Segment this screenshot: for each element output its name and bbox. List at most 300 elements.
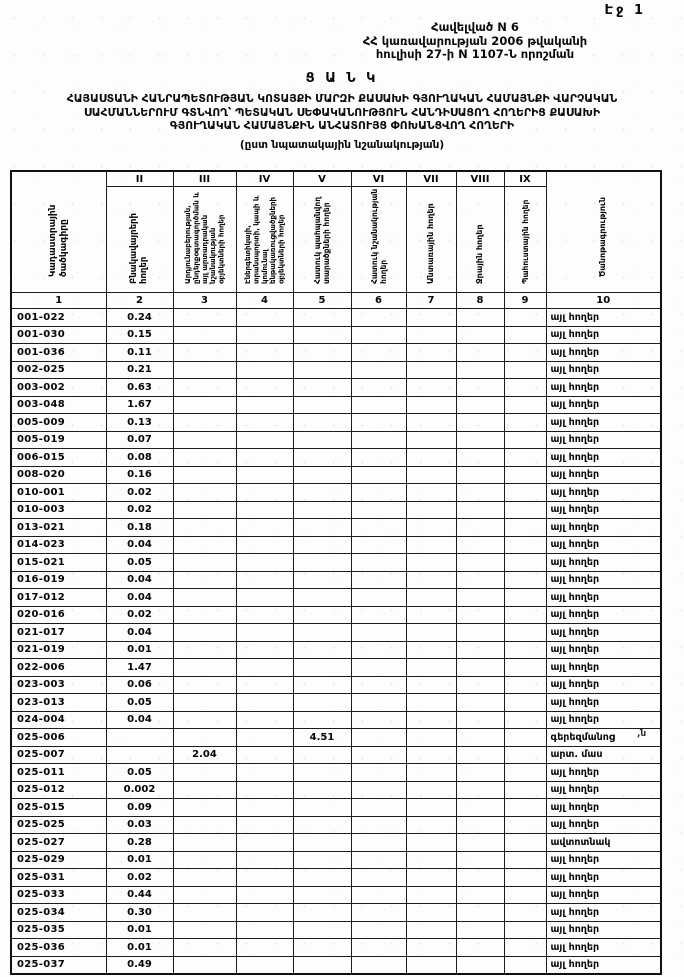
area-value-cell [173, 921, 236, 939]
table-row [11, 641, 661, 659]
note-cell: այլ հողեր [546, 554, 661, 572]
note-cell: այլ հողեր [546, 921, 661, 939]
land-transfer-table [10, 170, 662, 975]
area-value-cell: 0.21 [106, 361, 173, 379]
table-row [11, 869, 661, 887]
note-cell: այլ հողեր [546, 869, 661, 887]
area-value-cell [504, 536, 546, 554]
area-value-cell [293, 781, 351, 799]
area-value-cell [351, 361, 406, 379]
area-value-cell [173, 711, 236, 729]
area-value-cell [236, 659, 293, 677]
area-value-cell: 0.49 [106, 956, 173, 974]
area-value-cell [236, 536, 293, 554]
area-value-cell [293, 799, 351, 817]
area-value-cell [504, 466, 546, 484]
area-value-cell [173, 466, 236, 484]
area-value-cell [293, 396, 351, 414]
area-value-cell: 0.04 [106, 624, 173, 642]
cadastral-code-cell: 010-003 [11, 501, 106, 519]
area-value-cell [504, 956, 546, 974]
roman-numeral: V [293, 171, 351, 187]
area-value-cell [351, 571, 406, 589]
area-value-cell [173, 729, 236, 747]
area-value-cell [504, 939, 546, 957]
area-value-cell [236, 309, 293, 327]
area-value-cell [173, 834, 236, 852]
area-value-cell [456, 799, 504, 817]
area-value-cell [351, 956, 406, 974]
area-value-cell [504, 851, 546, 869]
area-value-cell [504, 344, 546, 362]
cadastral-code-cell: 025-015 [11, 799, 106, 817]
cadastral-code-cell: 014-023 [11, 536, 106, 554]
column-number: 4 [236, 293, 293, 309]
area-value-cell [504, 624, 546, 642]
header-reserve-lands-label: Պահուստային հողեր [520, 199, 530, 284]
area-value-cell [406, 746, 456, 764]
area-value-cell [293, 309, 351, 327]
cadastral-code-cell: 002-025 [11, 361, 106, 379]
note-cell: այլ հողեր [546, 519, 661, 537]
note-cell: այլ հողեր [546, 694, 661, 712]
area-value-cell [456, 781, 504, 799]
column-number: 7 [406, 293, 456, 309]
area-value-cell: 0.05 [106, 694, 173, 712]
note-cell: այլ հողեր [546, 501, 661, 519]
area-value-cell: 0.02 [106, 606, 173, 624]
area-value-cell [504, 694, 546, 712]
table-row [11, 536, 661, 554]
area-value-cell [236, 904, 293, 922]
table-row [11, 309, 661, 327]
cadastral-code-cell: 001-022 [11, 309, 106, 327]
area-value-cell [504, 414, 546, 432]
area-value-cell [351, 431, 406, 449]
area-value-cell [504, 309, 546, 327]
area-value-cell [406, 501, 456, 519]
area-value-cell [236, 606, 293, 624]
area-value-cell [406, 676, 456, 694]
area-value-cell [351, 851, 406, 869]
note-cell: այլ հողեր [546, 466, 661, 484]
cadastral-code-cell: 023-013 [11, 694, 106, 712]
table-row [11, 781, 661, 799]
area-value-cell [351, 624, 406, 642]
area-value-cell [173, 606, 236, 624]
area-value-cell [236, 921, 293, 939]
area-value-cell [351, 729, 406, 747]
area-value-cell [351, 746, 406, 764]
document-title: Ց Ա Ն Կ [305, 71, 379, 86]
area-value-cell [173, 799, 236, 817]
note-cell: այլ հողեր [546, 904, 661, 922]
column-number: 3 [173, 293, 236, 309]
area-value-cell [456, 956, 504, 974]
area-value-cell: 0.04 [106, 536, 173, 554]
area-value-cell: 1.47 [106, 659, 173, 677]
area-value-cell [504, 501, 546, 519]
area-value-cell [406, 326, 456, 344]
area-value-cell: 0.09 [106, 799, 173, 817]
area-value-cell [456, 606, 504, 624]
area-value-cell: 2.04 [173, 746, 236, 764]
cadastral-code-cell: 005-009 [11, 414, 106, 432]
area-value-cell [173, 624, 236, 642]
area-value-cell [504, 781, 546, 799]
cadastral-code-cell: 022-006 [11, 659, 106, 677]
area-value-cell [236, 641, 293, 659]
area-value-cell [456, 676, 504, 694]
area-value-cell [456, 764, 504, 782]
scan-artifact-mark: ,ն [637, 729, 647, 739]
area-value-cell [236, 781, 293, 799]
table-row [11, 624, 661, 642]
area-value-cell [236, 361, 293, 379]
area-value-cell [504, 711, 546, 729]
area-value-cell: 0.44 [106, 886, 173, 904]
area-value-cell [351, 309, 406, 327]
subtitle-line: ՀԱՅԱՍՏԱՆԻ ՀԱՆՐԱՊԵՏՈՒԹՅԱՆ ԿՈՏԱՅՔԻ ՄԱՐԶԻ ՔԱՍԱԽԻ ԳՅՈՒՂԱԿԱՆ ՀԱՄԱՅՆՔԻ ՎԱՐՉԱԿԱՆ [66, 92, 618, 105]
area-value-cell [351, 816, 406, 834]
header-cadastral-code [11, 171, 106, 293]
area-value-cell: 0.02 [106, 484, 173, 502]
area-value-cell [456, 361, 504, 379]
area-value-cell [173, 939, 236, 957]
area-value-cell: 0.18 [106, 519, 173, 537]
area-value-cell [293, 659, 351, 677]
area-value-cell [293, 869, 351, 887]
cadastral-code-cell: 001-036 [11, 344, 106, 362]
area-value-cell [351, 799, 406, 817]
column-number: 1 [11, 293, 106, 309]
note-cell: այլ հողեր [546, 606, 661, 624]
area-value-cell: 0.08 [106, 449, 173, 467]
area-value-cell [406, 361, 456, 379]
area-value-cell [456, 571, 504, 589]
area-value-cell [406, 694, 456, 712]
area-value-cell [173, 886, 236, 904]
area-value-cell [504, 904, 546, 922]
table-row [11, 904, 661, 922]
area-value-cell: 0.01 [106, 641, 173, 659]
area-value-cell: 0.16 [106, 466, 173, 484]
area-value-cell: 0.15 [106, 326, 173, 344]
table-row [11, 711, 661, 729]
area-value-cell [236, 501, 293, 519]
area-value-cell [406, 904, 456, 922]
area-value-cell [173, 694, 236, 712]
area-value-cell [173, 449, 236, 467]
area-value-cell [351, 554, 406, 572]
area-value-cell [351, 659, 406, 677]
area-value-cell [406, 624, 456, 642]
area-value-cell: 0.63 [106, 379, 173, 397]
area-value-cell [293, 851, 351, 869]
area-value-cell [504, 379, 546, 397]
area-value-cell: 0.11 [106, 344, 173, 362]
roman-numeral: VII [406, 171, 456, 187]
area-value-cell [351, 834, 406, 852]
area-value-cell [456, 729, 504, 747]
area-value-cell [406, 764, 456, 782]
area-value-cell: 0.24 [106, 309, 173, 327]
area-value-cell [173, 781, 236, 799]
area-value-cell [406, 606, 456, 624]
cadastral-code-cell: 021-019 [11, 641, 106, 659]
column-number: 10 [546, 293, 661, 309]
area-value-cell [351, 711, 406, 729]
table-row [11, 956, 661, 974]
note-cell: այլ հողեր [546, 536, 661, 554]
area-value-cell [406, 536, 456, 554]
cadastral-code-cell: 013-021 [11, 519, 106, 537]
area-value-cell [504, 764, 546, 782]
area-value-cell [173, 589, 236, 607]
area-value-cell [236, 624, 293, 642]
area-value-cell [236, 956, 293, 974]
cadastral-code-cell: 010-001 [11, 484, 106, 502]
note-cell: այլ հողեր [546, 396, 661, 414]
area-value-cell [236, 694, 293, 712]
cadastral-code-cell: 025-007 [11, 746, 106, 764]
subtitle-line: ԳՅՈՒՂԱԿԱՆ ՀԱՄԱՅՆՔԻՆ ԱՆՀԱՏՈՒՅՑ ՓՈԽԱՆՑՎՈՂ ՀՈՂԵՐԻ [169, 119, 515, 133]
area-value-cell [406, 554, 456, 572]
area-value-cell [293, 816, 351, 834]
area-value-cell [293, 414, 351, 432]
area-value-cell [293, 676, 351, 694]
area-value-cell [351, 939, 406, 957]
header-cadastral-code-label: Կադաստրային ծածկագիրը [47, 204, 69, 277]
area-value-cell [406, 484, 456, 502]
area-value-cell [236, 816, 293, 834]
area-value-cell [293, 694, 351, 712]
area-value-cell [456, 589, 504, 607]
area-value-cell [351, 449, 406, 467]
area-value-cell [236, 764, 293, 782]
area-value-cell [406, 641, 456, 659]
area-value-cell [351, 414, 406, 432]
purpose-note: (ըստ նպատակային նշանակության) [239, 139, 445, 151]
area-value-cell [236, 449, 293, 467]
cadastral-code-cell: 006-015 [11, 449, 106, 467]
note-cell: այլ հողեր [546, 571, 661, 589]
table-row [11, 746, 661, 764]
header-settlement-lands [106, 187, 173, 293]
area-value-cell [173, 326, 236, 344]
roman-numeral: VIII [456, 171, 504, 187]
appendix-line: Հավելված N 6 [431, 20, 519, 34]
area-value-cell [504, 799, 546, 817]
table-row [11, 834, 661, 852]
table-body [11, 309, 661, 975]
area-value-cell [236, 484, 293, 502]
area-value-cell [351, 484, 406, 502]
area-value-cell [456, 484, 504, 502]
area-value-cell [236, 554, 293, 572]
area-value-cell [293, 904, 351, 922]
area-value-cell [351, 519, 406, 537]
note-cell: այլ հողեր [546, 781, 661, 799]
area-value-cell [456, 834, 504, 852]
appendix-line: ՀՀ կառավարության 2006 թվականի [362, 33, 588, 48]
area-value-cell [456, 344, 504, 362]
cadastral-code-cell: 001-030 [11, 326, 106, 344]
area-value-cell [456, 431, 504, 449]
area-value-cell: 0.13 [106, 414, 173, 432]
area-value-cell [504, 659, 546, 677]
area-value-cell [406, 921, 456, 939]
column-number-row [11, 293, 661, 309]
area-value-cell [173, 641, 236, 659]
area-value-cell [236, 326, 293, 344]
area-value-cell [406, 886, 456, 904]
area-value-cell [456, 904, 504, 922]
cadastral-code-cell: 003-048 [11, 396, 106, 414]
roman-numeral: II [106, 171, 173, 187]
note-cell: այլ հողեր [546, 886, 661, 904]
table-row [11, 694, 661, 712]
area-value-cell [173, 379, 236, 397]
column-number: 9 [504, 293, 546, 309]
header-settlement-lands-label: Բնակավայրերի հողեր [129, 213, 150, 284]
area-value-cell [456, 536, 504, 554]
area-value-cell [406, 799, 456, 817]
area-value-cell [351, 536, 406, 554]
area-value-cell [351, 344, 406, 362]
column-number: 6 [351, 293, 406, 309]
note-cell: գերեզմանոց [546, 729, 661, 747]
area-value-cell [293, 536, 351, 554]
table-row [11, 344, 661, 362]
area-value-cell [173, 554, 236, 572]
area-value-cell: 0.002 [106, 781, 173, 799]
area-value-cell: 0.01 [106, 851, 173, 869]
area-value-cell [351, 606, 406, 624]
area-value-cell: 0.02 [106, 869, 173, 887]
area-value-cell [406, 816, 456, 834]
area-value-cell [406, 571, 456, 589]
area-value-cell [456, 816, 504, 834]
cadastral-code-cell: 025-034 [11, 904, 106, 922]
roman-numeral: IV [236, 171, 293, 187]
area-value-cell [293, 449, 351, 467]
cadastral-code-cell: 024-004 [11, 711, 106, 729]
area-value-cell [351, 869, 406, 887]
area-value-cell [293, 624, 351, 642]
area-value-cell [351, 641, 406, 659]
area-value-cell [173, 869, 236, 887]
area-value-cell [293, 589, 351, 607]
header-forest-lands [406, 187, 456, 293]
header-industrial-lands [173, 187, 236, 293]
table-row [11, 799, 661, 817]
area-value-cell [406, 781, 456, 799]
header-special-purpose-lands [351, 187, 406, 293]
area-value-cell [406, 851, 456, 869]
note-cell: այլ հողեր [546, 589, 661, 607]
cadastral-code-cell: 020-016 [11, 606, 106, 624]
area-value-cell [293, 764, 351, 782]
area-value-cell [456, 449, 504, 467]
area-value-cell [236, 571, 293, 589]
header-protected-lands-label: Հատուկ պահպանվող տարածքների հողեր [313, 196, 331, 284]
area-value-cell [236, 431, 293, 449]
header-forest-lands-label: Անտառային հողեր [426, 203, 436, 284]
cadastral-code-cell: 025-035 [11, 921, 106, 939]
area-value-cell [351, 694, 406, 712]
table-row [11, 921, 661, 939]
area-value-cell [236, 834, 293, 852]
area-value-cell [293, 431, 351, 449]
note-cell: այլ հողեր [546, 361, 661, 379]
area-value-cell [406, 431, 456, 449]
area-value-cell [293, 501, 351, 519]
cadastral-code-cell: 025-033 [11, 886, 106, 904]
table-row [11, 396, 661, 414]
area-value-cell [504, 746, 546, 764]
subtitle-line: ՍԱՀՄԱՆՆԵՐՈՒՄ ԳՏՆՎՈՂ՝ ՊԵՏԱԿԱՆ ՍԵՓԱԿԱՆՈՒԹՅՈՒՆ ՀԱՆԴԻՍԱՑՈՂ ՀՈՂԵՐԻՑ ՔԱՍԱԽԻ [83, 105, 601, 119]
area-value-cell [456, 501, 504, 519]
area-value-cell [173, 659, 236, 677]
area-value-cell [173, 519, 236, 537]
note-cell: այլ հողեր [546, 659, 661, 677]
cadastral-code-cell: 003-002 [11, 379, 106, 397]
area-value-cell [456, 694, 504, 712]
area-value-cell [173, 431, 236, 449]
area-value-cell [351, 886, 406, 904]
appendix-line: հուլիսի 27-ի N 1107-Ն որոշման [375, 47, 575, 61]
area-value-cell [406, 344, 456, 362]
area-value-cell: 0.04 [106, 589, 173, 607]
cadastral-code-cell: 025-027 [11, 834, 106, 852]
area-value-cell [173, 396, 236, 414]
table-row [11, 729, 661, 747]
cadastral-code-cell: 008-020 [11, 466, 106, 484]
table-row [11, 501, 661, 519]
cadastral-code-cell: 025-012 [11, 781, 106, 799]
area-value-cell [406, 939, 456, 957]
area-value-cell [504, 396, 546, 414]
area-value-cell [293, 711, 351, 729]
area-value-cell [293, 921, 351, 939]
area-value-cell [351, 676, 406, 694]
note-cell: ավտոտնակ [546, 834, 661, 852]
area-value-cell [351, 326, 406, 344]
area-value-cell [236, 851, 293, 869]
area-value-cell [504, 431, 546, 449]
cadastral-code-cell: 025-011 [11, 764, 106, 782]
area-value-cell [504, 554, 546, 572]
area-value-cell [406, 449, 456, 467]
cadastral-code-cell: 005-019 [11, 431, 106, 449]
appendix-reference [290, 21, 660, 62]
area-value-cell [236, 344, 293, 362]
cadastral-code-cell: 017-012 [11, 589, 106, 607]
area-value-cell [456, 659, 504, 677]
area-value-cell [173, 344, 236, 362]
area-value-cell [351, 781, 406, 799]
note-cell: այլ հողեր [546, 449, 661, 467]
note-cell: այլ հողեր [546, 816, 661, 834]
note-cell: այլ հողեր [546, 414, 661, 432]
area-value-cell [456, 466, 504, 484]
cadastral-code-cell: 025-006 [11, 729, 106, 747]
cadastral-code-cell: 015-021 [11, 554, 106, 572]
area-value-cell [173, 851, 236, 869]
area-value-cell: 0.05 [106, 554, 173, 572]
note-cell: այլ հողեր [546, 309, 661, 327]
